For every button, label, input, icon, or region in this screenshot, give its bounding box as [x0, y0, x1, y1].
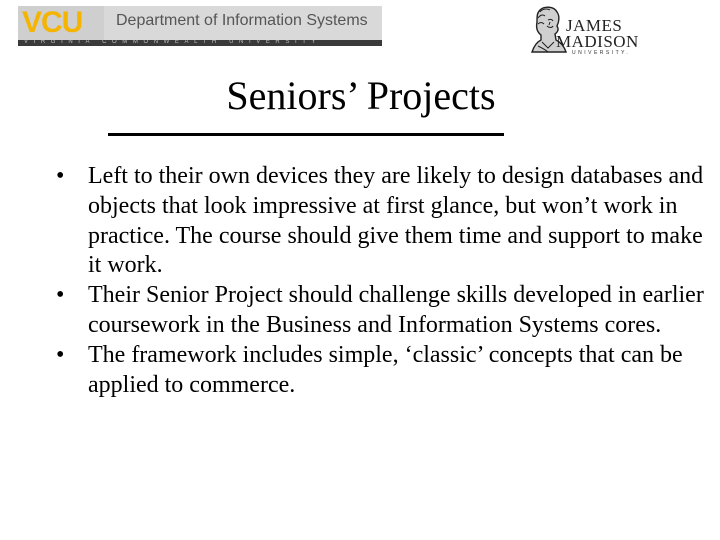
- vcu-logo: VCU: [22, 6, 83, 39]
- bullet-item: [56, 281, 706, 341]
- bullet-marker: •: [56, 282, 65, 309]
- jmu-name-line2: MADISON: [556, 32, 639, 51]
- bullet-list: [56, 162, 706, 400]
- vcu-header-banner: [18, 6, 382, 44]
- bullet-text: Left to their own devices they are likely to design databases and objects that look impressive at first glance, but won’t work in practice. The course should give them time and support to make it work.: [88, 163, 704, 279]
- bullet-marker: •: [56, 341, 65, 368]
- department-name: Department of Information Systems: [116, 12, 368, 29]
- vcu-university-strip: [18, 40, 382, 46]
- slide-title: Seniors’ Projects: [226, 73, 496, 118]
- bullet-text: Their Senior Project should challenge skills developed in earlier coursework in the Business and Information Systems cores.: [88, 282, 704, 338]
- bullet-item: [56, 162, 706, 281]
- bullet-item: [56, 341, 706, 401]
- title-underline: [108, 133, 504, 136]
- jmu-name-line1: JAMES: [566, 16, 623, 35]
- vcu-logo-box: [18, 6, 104, 40]
- bullet-marker: •: [56, 163, 65, 189]
- jmu-logo: [526, 4, 642, 58]
- vcu-university-name: VIRGINIA COMMONWEALTH UNIVERSITY: [24, 40, 322, 45]
- bullet-text: The framework includes simple, ‘classic’ concepts that can be applied to commerce.: [88, 341, 683, 398]
- jmu-university-label: UNIVERSITY.: [572, 50, 631, 56]
